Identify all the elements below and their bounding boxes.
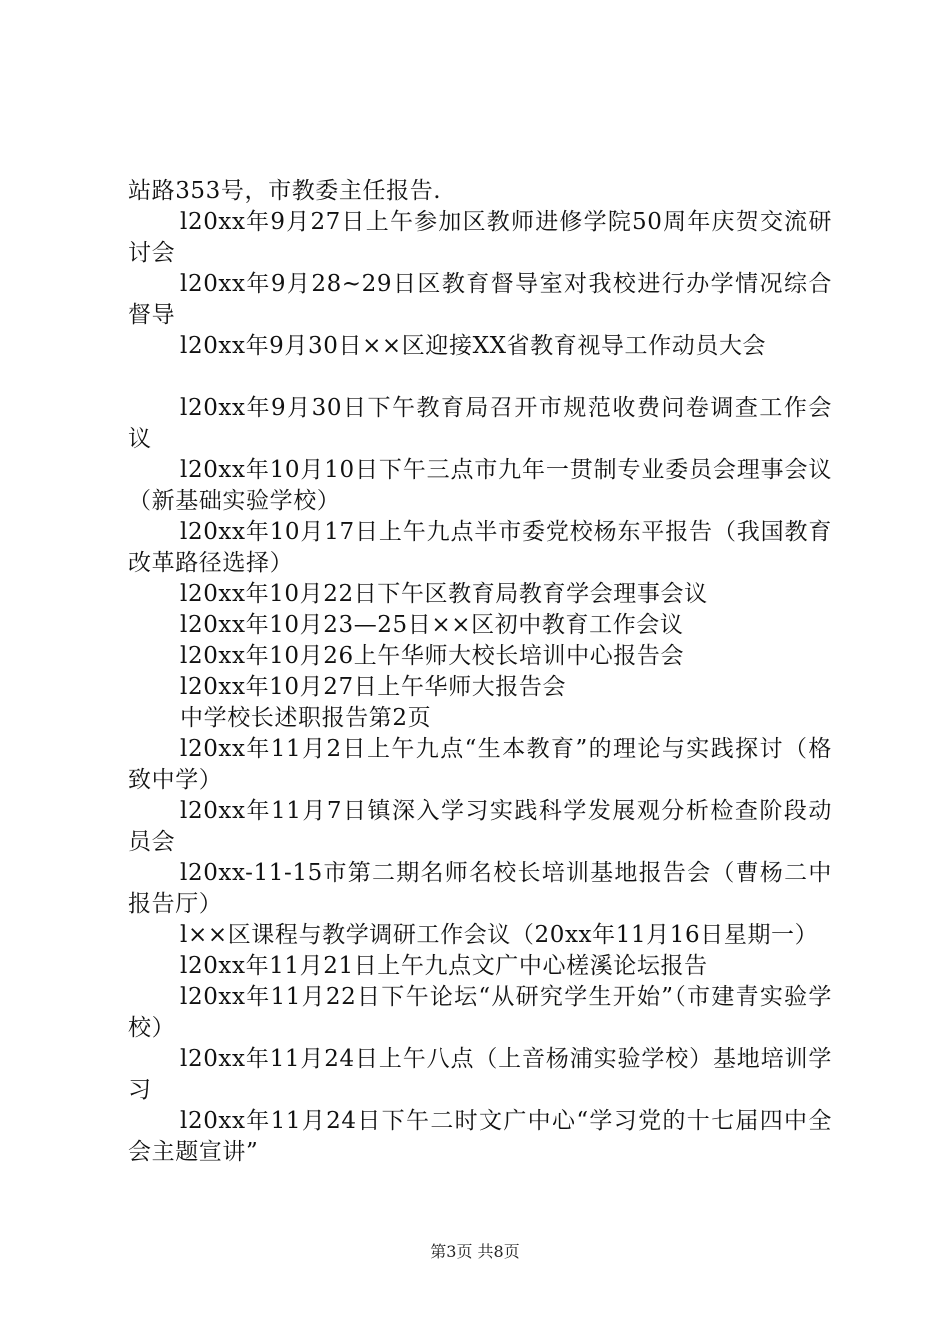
paragraph-1: 站路353号，市教委主任报告. (128, 178, 442, 204)
paragraph-14: l20xx年11月7日镇深入学习实践科学发展观分析检查阶段动员会 (128, 798, 832, 855)
paragraph-10: l20xx年10月26上午华师大校长培训中心报告会 (180, 643, 685, 669)
paragraph-3: l20xx年9月28~29日区教育督导室对我校进行办学情况综合督导 (128, 271, 832, 328)
paragraph-2: l20xx年9月27日上午参加区教师进修学院50周年庆贺交流研讨会 (128, 209, 832, 266)
paragraph-9: l20xx年10月23—25日××区初中教育工作会议 (180, 612, 684, 638)
paragraph-8: l20xx年10月22日下午区教育局教育学会理事会议 (180, 581, 708, 607)
page-footer: 第3页 共8页 (430, 1242, 520, 1261)
paragraph-5: l20xx年9月30日下午教育局召开市规范收费问卷调查工作会议 (128, 395, 832, 452)
paragraph-16: l××区课程与教学调研工作会议（20xx年11月16日星期一） (180, 922, 819, 948)
paragraph-17: l20xx年11月21日上午九点文广中心槎溪论坛报告 (180, 953, 708, 979)
paragraph-18: l20xx年11月22日下午论坛“从研究学生开始”（市建青实验学校） (128, 984, 832, 1041)
paragraph-19: l20xx年11月24日上午八点（上音杨浦实验学校）基地培训学习 (128, 1046, 832, 1103)
paragraph-13: l20xx年11月2日上午九点“生本教育”的理论与实践探讨（格致中学） (128, 736, 832, 793)
paragraph-6: l20xx年10月10日下午三点市九年一贯制专业委员会理事会议（新基础实验学校） (128, 457, 832, 514)
paragraph-15: l20xx-11-15市第二期名师名校长培训基地报告会（曹杨二中报告厅） (128, 860, 832, 917)
paragraph-4: l20xx年9月30日××区迎接XX省教育视导工作动员大会 (180, 333, 767, 359)
paragraph-7: l20xx年10月17日上午九点半市委党校杨东平报告（我国教育改革路径选择） (128, 519, 832, 576)
document-body (128, 176, 832, 1168)
paragraph-11: l20xx年10月27日上午华师大报告会 (180, 674, 567, 700)
paragraph-20: l20xx年11月24日下午二时文广中心“学习党的十七届四中全会主题宣讲” (128, 1108, 832, 1165)
page-reference-line: 中学校长述职报告第2页 (180, 705, 432, 731)
